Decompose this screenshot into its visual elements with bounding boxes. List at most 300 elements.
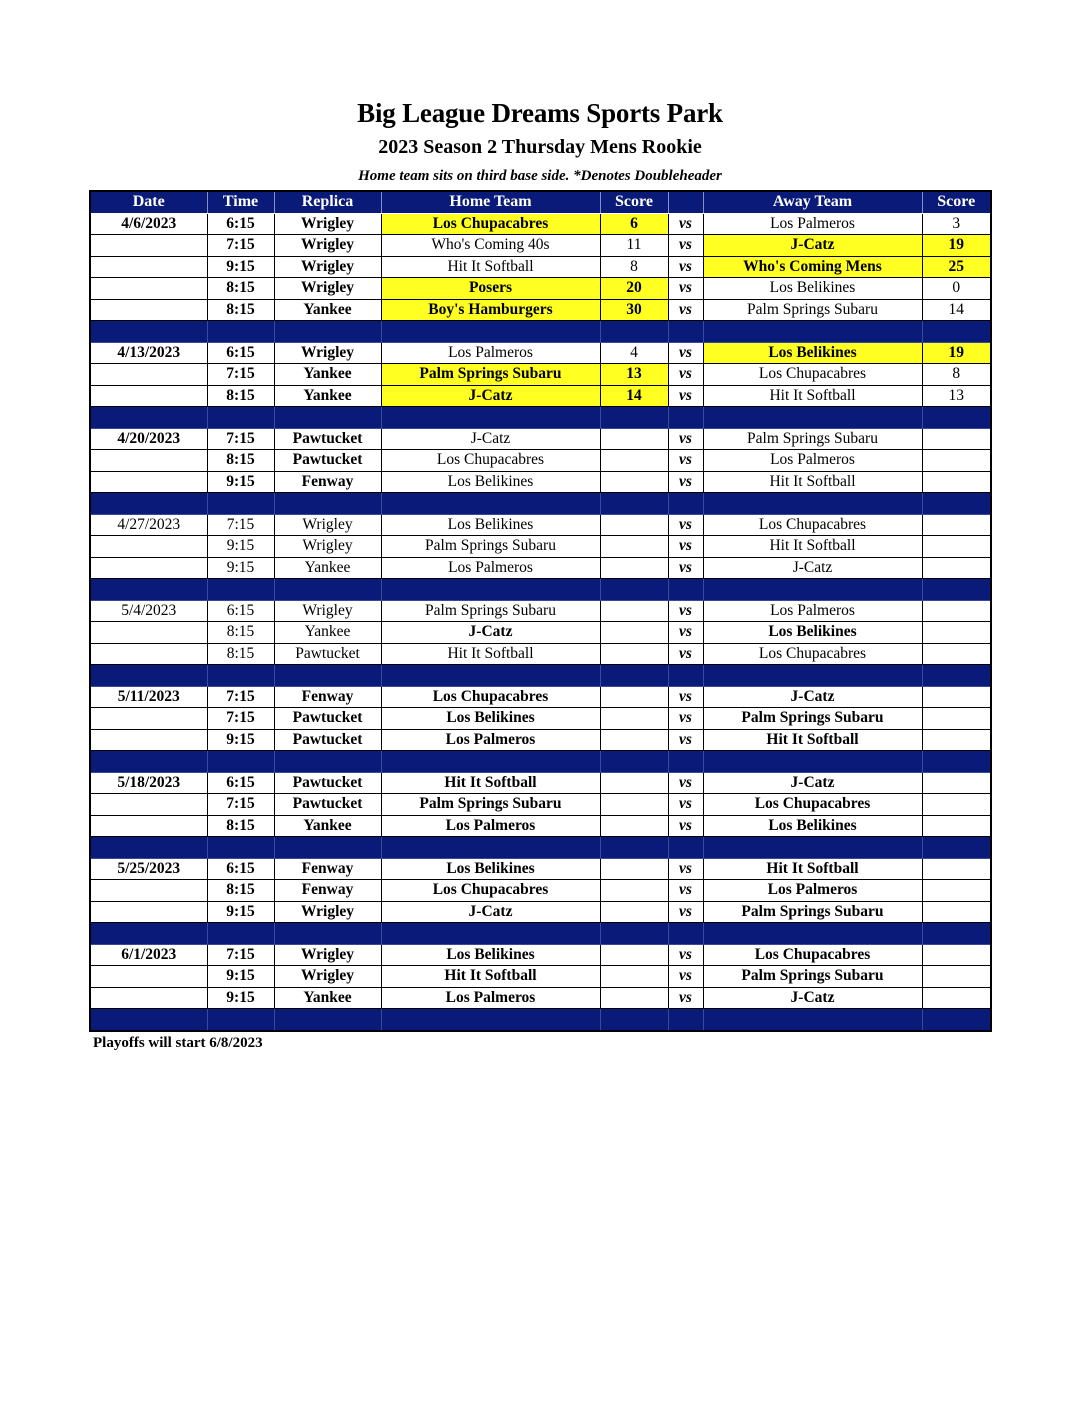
home-score: 30 — [600, 299, 668, 321]
page-title: Big League Dreams Sports Park — [357, 98, 723, 128]
table-row — [90, 729, 991, 751]
game-date: 5/4/2023 — [90, 600, 207, 622]
game-date — [90, 235, 207, 257]
vs-label: vs — [668, 794, 703, 816]
game-time: 7:15 — [207, 514, 274, 536]
separator-cell — [600, 579, 668, 601]
separator-cell — [381, 923, 600, 945]
separator-cell — [274, 923, 381, 945]
week-separator-row — [90, 579, 991, 601]
col-away-team: Away Team — [703, 191, 922, 213]
home-score — [600, 686, 668, 708]
home-score: 13 — [600, 364, 668, 386]
game-time: 8:15 — [207, 622, 274, 644]
separator-cell — [274, 407, 381, 429]
away-score — [922, 622, 991, 644]
away-team: Los Palmeros — [703, 213, 922, 235]
vs-label: vs — [668, 278, 703, 300]
vs-label: vs — [668, 256, 703, 278]
game-date — [90, 901, 207, 923]
vs-label: vs — [668, 987, 703, 1009]
away-team: Palm Springs Subaru — [703, 901, 922, 923]
separator-cell — [207, 493, 274, 515]
week-separator-row — [90, 1009, 991, 1031]
game-replica: Wrigley — [274, 256, 381, 278]
home-score — [600, 729, 668, 751]
away-score: 13 — [922, 385, 991, 407]
away-score — [922, 450, 991, 472]
separator-cell — [668, 837, 703, 859]
separator-cell — [274, 665, 381, 687]
game-replica: Wrigley — [274, 944, 381, 966]
separator-cell — [274, 837, 381, 859]
schedule-table — [89, 190, 992, 1032]
game-time: 7:15 — [207, 708, 274, 730]
game-time: 8:15 — [207, 880, 274, 902]
separator-cell — [703, 923, 922, 945]
separator-cell — [922, 665, 991, 687]
home-team: J-Catz — [381, 901, 600, 923]
home-team: Palm Springs Subaru — [381, 600, 600, 622]
game-date — [90, 256, 207, 278]
separator-cell — [600, 493, 668, 515]
vs-label: vs — [668, 557, 703, 579]
vs-label: vs — [668, 901, 703, 923]
game-replica: Pawtucket — [274, 708, 381, 730]
week-separator-row — [90, 665, 991, 687]
away-score — [922, 944, 991, 966]
game-date — [90, 622, 207, 644]
away-team: J-Catz — [703, 686, 922, 708]
page-subtitle: 2023 Season 2 Thursday Mens Rookie — [378, 136, 702, 158]
game-time: 9:15 — [207, 536, 274, 558]
home-score — [600, 966, 668, 988]
home-team: Hit It Softball — [381, 256, 600, 278]
week-separator-row — [90, 493, 991, 515]
separator-cell — [703, 1009, 922, 1031]
table-row — [90, 235, 991, 257]
separator-cell — [922, 579, 991, 601]
game-date — [90, 450, 207, 472]
separator-cell — [90, 321, 207, 343]
game-date — [90, 729, 207, 751]
table-row — [90, 794, 991, 816]
away-team: Hit It Softball — [703, 471, 922, 493]
vs-label: vs — [668, 729, 703, 751]
game-time: 9:15 — [207, 966, 274, 988]
game-date — [90, 278, 207, 300]
away-score: 3 — [922, 213, 991, 235]
home-team: Los Palmeros — [381, 557, 600, 579]
separator-cell — [703, 321, 922, 343]
home-team: Los Belikines — [381, 944, 600, 966]
table-row — [90, 686, 991, 708]
table-row — [90, 428, 991, 450]
home-score: 8 — [600, 256, 668, 278]
separator-cell — [703, 493, 922, 515]
col-home-team: Home Team — [381, 191, 600, 213]
separator-cell — [381, 321, 600, 343]
home-score — [600, 880, 668, 902]
game-replica: Pawtucket — [274, 772, 381, 794]
table-row — [90, 536, 991, 558]
separator-cell — [381, 493, 600, 515]
game-time: 9:15 — [207, 471, 274, 493]
game-time: 7:15 — [207, 686, 274, 708]
away-team: Los Belikines — [703, 622, 922, 644]
home-team: Los Belikines — [381, 471, 600, 493]
separator-cell — [600, 837, 668, 859]
table-row — [90, 342, 991, 364]
separator-cell — [90, 665, 207, 687]
home-team: Palm Springs Subaru — [381, 364, 600, 386]
away-team: Los Chupacabres — [703, 514, 922, 536]
vs-label: vs — [668, 428, 703, 450]
separator-cell — [922, 837, 991, 859]
away-team: Who's Coming Mens — [703, 256, 922, 278]
separator-cell — [703, 665, 922, 687]
table-row — [90, 256, 991, 278]
away-score — [922, 987, 991, 1009]
table-row — [90, 213, 991, 235]
home-score — [600, 471, 668, 493]
table-row — [90, 622, 991, 644]
away-score — [922, 815, 991, 837]
home-team: J-Catz — [381, 622, 600, 644]
separator-cell — [381, 1009, 600, 1031]
separator-cell — [274, 579, 381, 601]
away-score: 25 — [922, 256, 991, 278]
vs-label: vs — [668, 880, 703, 902]
separator-cell — [90, 493, 207, 515]
vs-label: vs — [668, 708, 703, 730]
game-date — [90, 299, 207, 321]
game-time: 6:15 — [207, 772, 274, 794]
game-date — [90, 880, 207, 902]
away-team: J-Catz — [703, 235, 922, 257]
game-replica: Pawtucket — [274, 729, 381, 751]
game-replica: Wrigley — [274, 278, 381, 300]
separator-cell — [274, 493, 381, 515]
home-score — [600, 514, 668, 536]
away-score: 19 — [922, 342, 991, 364]
table-row — [90, 815, 991, 837]
separator-cell — [90, 579, 207, 601]
table-row — [90, 987, 991, 1009]
separator-cell — [381, 579, 600, 601]
home-score — [600, 708, 668, 730]
separator-cell — [922, 751, 991, 773]
home-team: Los Palmeros — [381, 987, 600, 1009]
game-replica: Pawtucket — [274, 643, 381, 665]
game-date — [90, 815, 207, 837]
home-score: 20 — [600, 278, 668, 300]
away-score: 0 — [922, 278, 991, 300]
separator-cell — [703, 837, 922, 859]
schedule-body — [90, 213, 991, 1031]
away-score — [922, 858, 991, 880]
away-team: Palm Springs Subaru — [703, 966, 922, 988]
table-row — [90, 385, 991, 407]
away-team: Hit It Softball — [703, 858, 922, 880]
game-date — [90, 471, 207, 493]
table-row — [90, 858, 991, 880]
game-replica: Fenway — [274, 880, 381, 902]
game-time: 9:15 — [207, 901, 274, 923]
away-score — [922, 471, 991, 493]
game-date — [90, 557, 207, 579]
away-score — [922, 514, 991, 536]
away-team: J-Catz — [703, 557, 922, 579]
table-row — [90, 901, 991, 923]
separator-cell — [207, 751, 274, 773]
header-row — [90, 191, 991, 213]
table-row — [90, 471, 991, 493]
home-team: Hit It Softball — [381, 772, 600, 794]
home-team: Los Belikines — [381, 514, 600, 536]
home-score — [600, 600, 668, 622]
separator-cell — [381, 665, 600, 687]
game-date: 4/20/2023 — [90, 428, 207, 450]
vs-label: vs — [668, 235, 703, 257]
table-row — [90, 772, 991, 794]
away-score — [922, 686, 991, 708]
home-team: Boy's Hamburgers — [381, 299, 600, 321]
away-score — [922, 428, 991, 450]
away-team: Hit It Softball — [703, 536, 922, 558]
game-time: 7:15 — [207, 428, 274, 450]
game-date: 4/27/2023 — [90, 514, 207, 536]
vs-label: vs — [668, 450, 703, 472]
separator-cell — [381, 751, 600, 773]
separator-cell — [922, 493, 991, 515]
game-replica: Yankee — [274, 815, 381, 837]
separator-cell — [922, 321, 991, 343]
separator-cell — [207, 665, 274, 687]
game-date: 5/11/2023 — [90, 686, 207, 708]
vs-label: vs — [668, 643, 703, 665]
separator-cell — [207, 321, 274, 343]
table-row — [90, 514, 991, 536]
separator-cell — [381, 837, 600, 859]
vs-label: vs — [668, 471, 703, 493]
game-time: 8:15 — [207, 815, 274, 837]
game-replica: Wrigley — [274, 966, 381, 988]
away-score — [922, 600, 991, 622]
vs-label: vs — [668, 514, 703, 536]
away-score — [922, 772, 991, 794]
separator-cell — [668, 493, 703, 515]
col-vs — [668, 191, 703, 213]
game-time: 7:15 — [207, 944, 274, 966]
vs-label: vs — [668, 600, 703, 622]
away-score — [922, 729, 991, 751]
away-score — [922, 708, 991, 730]
home-score: 4 — [600, 342, 668, 364]
col-away-score: Score — [922, 191, 991, 213]
table-row — [90, 643, 991, 665]
away-score — [922, 966, 991, 988]
home-score: 11 — [600, 235, 668, 257]
home-score — [600, 901, 668, 923]
separator-cell — [90, 407, 207, 429]
game-replica: Pawtucket — [274, 428, 381, 450]
game-replica: Yankee — [274, 385, 381, 407]
away-score — [922, 536, 991, 558]
away-score — [922, 880, 991, 902]
game-time: 6:15 — [207, 600, 274, 622]
game-date — [90, 643, 207, 665]
table-row — [90, 278, 991, 300]
home-team: Hit It Softball — [381, 643, 600, 665]
separator-cell — [207, 837, 274, 859]
home-team: Los Palmeros — [381, 815, 600, 837]
separator-cell — [207, 579, 274, 601]
away-team: Los Chupacabres — [703, 643, 922, 665]
home-score — [600, 987, 668, 1009]
separator-cell — [703, 579, 922, 601]
away-score — [922, 557, 991, 579]
game-date — [90, 987, 207, 1009]
home-team: J-Catz — [381, 385, 600, 407]
home-team: Los Palmeros — [381, 729, 600, 751]
game-replica: Wrigley — [274, 342, 381, 364]
game-date — [90, 536, 207, 558]
home-score: 14 — [600, 385, 668, 407]
home-score — [600, 794, 668, 816]
home-score — [600, 858, 668, 880]
col-time: Time — [207, 191, 274, 213]
away-team: Los Palmeros — [703, 600, 922, 622]
away-score: 19 — [922, 235, 991, 257]
home-score — [600, 944, 668, 966]
game-date — [90, 966, 207, 988]
home-score — [600, 643, 668, 665]
game-time: 9:15 — [207, 729, 274, 751]
game-replica: Yankee — [274, 364, 381, 386]
separator-cell — [922, 1009, 991, 1031]
vs-label: vs — [668, 299, 703, 321]
home-score — [600, 450, 668, 472]
away-team: Los Palmeros — [703, 450, 922, 472]
week-separator-row — [90, 321, 991, 343]
home-score — [600, 622, 668, 644]
home-team: Palm Springs Subaru — [381, 536, 600, 558]
game-date — [90, 364, 207, 386]
separator-cell — [600, 923, 668, 945]
separator-cell — [600, 1009, 668, 1031]
game-time: 7:15 — [207, 235, 274, 257]
game-time: 9:15 — [207, 557, 274, 579]
away-score: 8 — [922, 364, 991, 386]
separator-cell — [207, 923, 274, 945]
playoffs-note: Playoffs will start 6/8/2023 — [93, 1035, 263, 1051]
away-team: Hit It Softball — [703, 385, 922, 407]
game-date: 4/13/2023 — [90, 342, 207, 364]
separator-cell — [922, 407, 991, 429]
game-time: 7:15 — [207, 794, 274, 816]
separator-cell — [600, 751, 668, 773]
away-team: Palm Springs Subaru — [703, 428, 922, 450]
game-replica: Wrigley — [274, 600, 381, 622]
game-date: 5/25/2023 — [90, 858, 207, 880]
game-time: 8:15 — [207, 643, 274, 665]
game-time: 6:15 — [207, 213, 274, 235]
game-replica: Fenway — [274, 686, 381, 708]
schedule-note: Home team sits on third base side. *Denotes Doubleheader — [358, 168, 722, 184]
home-team: Los Chupacabres — [381, 450, 600, 472]
vs-label: vs — [668, 622, 703, 644]
table-row — [90, 944, 991, 966]
table-row — [90, 450, 991, 472]
separator-cell — [90, 751, 207, 773]
game-replica: Fenway — [274, 858, 381, 880]
table-row — [90, 557, 991, 579]
home-score — [600, 557, 668, 579]
game-replica: Yankee — [274, 987, 381, 1009]
home-team: Los Chupacabres — [381, 880, 600, 902]
separator-cell — [922, 923, 991, 945]
game-time: 8:15 — [207, 385, 274, 407]
game-replica: Pawtucket — [274, 794, 381, 816]
home-team: Posers — [381, 278, 600, 300]
home-score: 6 — [600, 213, 668, 235]
game-replica: Wrigley — [274, 235, 381, 257]
game-time: 6:15 — [207, 342, 274, 364]
week-separator-row — [90, 837, 991, 859]
vs-label: vs — [668, 364, 703, 386]
table-row — [90, 708, 991, 730]
home-team: Palm Springs Subaru — [381, 794, 600, 816]
col-home-score: Score — [600, 191, 668, 213]
separator-cell — [668, 751, 703, 773]
vs-label: vs — [668, 858, 703, 880]
away-team: Palm Springs Subaru — [703, 708, 922, 730]
game-replica: Wrigley — [274, 514, 381, 536]
vs-label: vs — [668, 536, 703, 558]
game-replica: Pawtucket — [274, 450, 381, 472]
game-time: 9:15 — [207, 987, 274, 1009]
home-team: Los Palmeros — [381, 342, 600, 364]
separator-cell — [703, 407, 922, 429]
week-separator-row — [90, 407, 991, 429]
home-score — [600, 536, 668, 558]
away-team: Los Chupacabres — [703, 794, 922, 816]
away-score: 14 — [922, 299, 991, 321]
away-team: J-Catz — [703, 987, 922, 1009]
game-time: 7:15 — [207, 364, 274, 386]
game-replica: Yankee — [274, 557, 381, 579]
separator-cell — [668, 579, 703, 601]
home-score — [600, 772, 668, 794]
separator-cell — [600, 665, 668, 687]
table-row — [90, 364, 991, 386]
game-date: 6/1/2023 — [90, 944, 207, 966]
separator-cell — [668, 923, 703, 945]
away-team: Los Belikines — [703, 815, 922, 837]
vs-label: vs — [668, 342, 703, 364]
away-team: Los Belikines — [703, 278, 922, 300]
week-separator-row — [90, 923, 991, 945]
away-team: Los Chupacabres — [703, 944, 922, 966]
separator-cell — [381, 407, 600, 429]
game-replica: Yankee — [274, 299, 381, 321]
separator-cell — [668, 1009, 703, 1031]
home-score — [600, 428, 668, 450]
separator-cell — [274, 321, 381, 343]
away-team: Hit It Softball — [703, 729, 922, 751]
away-score — [922, 901, 991, 923]
